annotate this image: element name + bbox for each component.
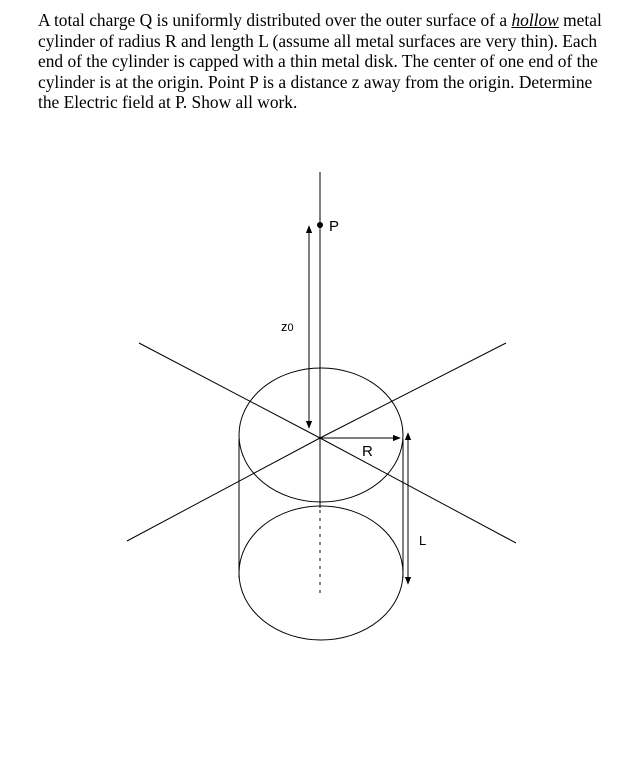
- axis-line-left-upper: [139, 343, 320, 438]
- problem-text-after: metal cylinder of radius R and length L (assume all metal surfaces are very thin). Each end of the cylinder is capped with a thin metal disk. The center of one end of the cylinder is at the origin. Point P is a distance z away from the origin. Determine the Electric field at P. Show all work.: [38, 10, 602, 112]
- z0-label: [281, 319, 294, 334]
- problem-emphasis-hollow: hollow: [511, 10, 559, 30]
- length-label: L: [419, 533, 427, 548]
- axis-line-right-lower: [320, 438, 516, 543]
- problem-text-before: A total charge Q is uniformly distributed over the outer surface of a: [38, 10, 512, 30]
- axis-line-left-lower: [127, 438, 320, 541]
- radius-label: R: [362, 443, 373, 460]
- cylinder-bottom-cap: [239, 506, 403, 640]
- z0-label-z: z: [281, 319, 288, 334]
- cylinder-top-cap: [239, 368, 403, 502]
- z0-label-subscript: 0: [287, 322, 294, 334]
- point-p-dot: [317, 222, 323, 228]
- axis-line-right-upper: [320, 343, 506, 438]
- point-p-label: P: [329, 218, 340, 235]
